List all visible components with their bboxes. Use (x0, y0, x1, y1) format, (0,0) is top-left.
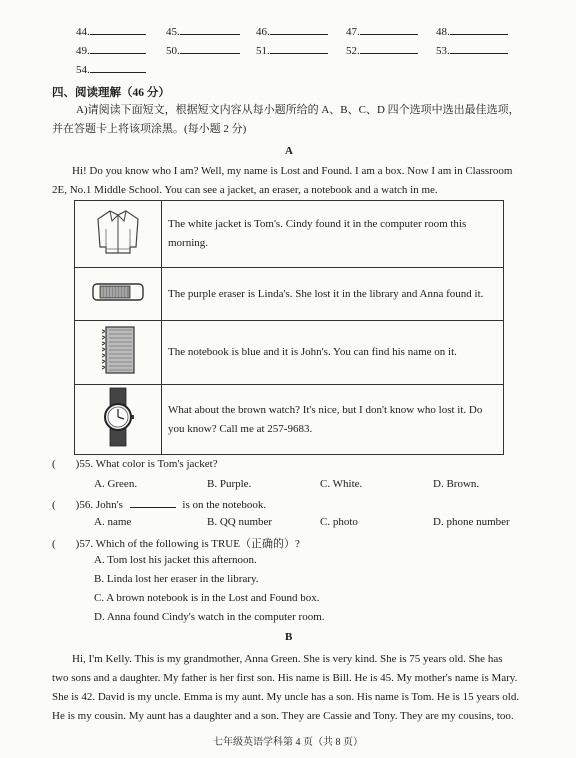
blank-48[interactable]: 48. (436, 24, 508, 38)
eraser-line-1: The purple eraser is Linda's. She lost it in the library and Anna found it. (168, 287, 484, 300)
blank-47[interactable]: 47. (346, 24, 418, 38)
table-row (75, 385, 504, 455)
question-stem-post: is on the notebook. (182, 499, 267, 511)
question-stem: )57. Which of the following is TRUE（正确的）? (75, 538, 300, 550)
passage-b-line-4: He is my cousin. My aunt has a daughter and a son. They are Cassie and Tony. They are my cousins, too. (52, 710, 514, 722)
eraser-description (162, 268, 504, 321)
q57-option-c[interactable]: C. A brown notebook is in the Lost and Found box. (94, 592, 320, 604)
question-stem: )55. What color is Tom's jacket? (75, 458, 218, 470)
question-stem-pre: )56. John's (75, 499, 123, 511)
table-row (75, 201, 504, 268)
question-56 (52, 497, 266, 511)
jacket-line-2: morning. (168, 237, 209, 249)
watch-line-2: you know? Call me at 257-9683. (168, 422, 313, 435)
instruction-line-2: 并在答题卡上将该项涂黑。(每小题 2 分) (52, 123, 247, 135)
jacket-description (162, 201, 504, 268)
q56-option-d[interactable]: D. phone number (433, 516, 510, 528)
passage-b-line-2: two sons and a daughter. My father is her first son. His name is Bill. He is 45. My mother's name is Mary. (52, 672, 518, 684)
watch-icon (98, 386, 138, 448)
passage-b-heading: B (285, 631, 293, 643)
notebook-description (162, 321, 504, 385)
blank-51[interactable]: 51. (256, 43, 328, 57)
eraser-icon (90, 279, 146, 305)
q55-option-b[interactable]: B. Purple. (207, 478, 252, 490)
lost-and-found-table (74, 200, 504, 455)
jacket-picture-cell (75, 201, 162, 268)
passage-a-intro-line-2: 2E, No.1 Middle School. You can see a jacket, an eraser, a notebook and a watch in me. (52, 184, 438, 196)
blank-53[interactable]: 53. (436, 43, 508, 57)
table-row (75, 268, 504, 321)
section-title: 四、阅读理解（46 分） (52, 87, 170, 99)
question-57 (52, 535, 300, 551)
eraser-picture-cell (75, 268, 162, 321)
watch-description (162, 385, 504, 455)
page-footer: 七年级英语学科第 4 页（共 8 页） (213, 737, 363, 748)
passage-b-line-1: Hi, I'm Kelly. This is my grandmother, Anna Green. She is very kind. She is 75 years old. She has (72, 653, 503, 665)
q55-option-c[interactable]: C. White. (320, 478, 363, 490)
blank-46[interactable]: 46. (256, 24, 328, 38)
blank-44[interactable]: 44. (76, 24, 146, 38)
notebook-line-1: The notebook is blue and it is John's. You can find his name on it. (168, 346, 457, 358)
q55-option-d[interactable]: D. Brown. (433, 478, 480, 490)
passage-a-heading: A (285, 145, 293, 157)
q57-option-d[interactable]: D. Anna found Cindy's watch in the computer room. (94, 611, 325, 623)
q56-option-b[interactable]: B. QQ number (207, 516, 273, 528)
watch-line-1: What about the brown watch? It's nice, but I don't know who lost it. Do (168, 403, 483, 416)
notebook-icon (98, 324, 138, 376)
question-55 (52, 458, 218, 470)
passage-a-intro-line-1: Hi! Do you know who I am? Well, my name is Lost and Found. I am a box. Now I am in Classroom (72, 165, 513, 177)
q57-option-a[interactable]: A. Tom lost his jacket this afternoon. (94, 554, 257, 566)
blank-52[interactable]: 52. (346, 43, 418, 57)
passage-b-line-3: She is 42. David is my uncle. Emma is my aunt. My uncle has a son. His name is Tom. He is 15 years old. (52, 691, 520, 703)
fill-in-blank[interactable] (130, 497, 176, 508)
blank-49[interactable]: 49. (76, 43, 146, 57)
table-row (75, 321, 504, 385)
q55-option-a[interactable]: A. Green. (94, 478, 138, 490)
blank-45[interactable]: 45. (166, 24, 240, 38)
jacket-icon (94, 207, 142, 257)
blank-50[interactable]: 50. (166, 43, 240, 57)
answer-paren[interactable]: ( (52, 458, 56, 470)
watch-picture-cell (75, 385, 162, 455)
notebook-picture-cell (75, 321, 162, 385)
blank-54[interactable]: 54. (76, 62, 146, 76)
jacket-line-1: The white jacket is Tom's. Cindy found it in the computer room this (168, 218, 467, 230)
instruction-line-1: A)请阅读下面短文，根据短文内容从每小题所给的 A、B、C、D 四个选项中选出最佳选项， (76, 104, 520, 116)
q56-option-a[interactable]: A. name (94, 516, 132, 528)
answer-paren[interactable]: ( (52, 499, 56, 511)
q56-option-c[interactable]: C. photo (320, 516, 358, 528)
answer-paren[interactable]: ( (52, 538, 56, 550)
q57-option-b[interactable]: B. Linda lost her eraser in the library. (94, 573, 259, 585)
